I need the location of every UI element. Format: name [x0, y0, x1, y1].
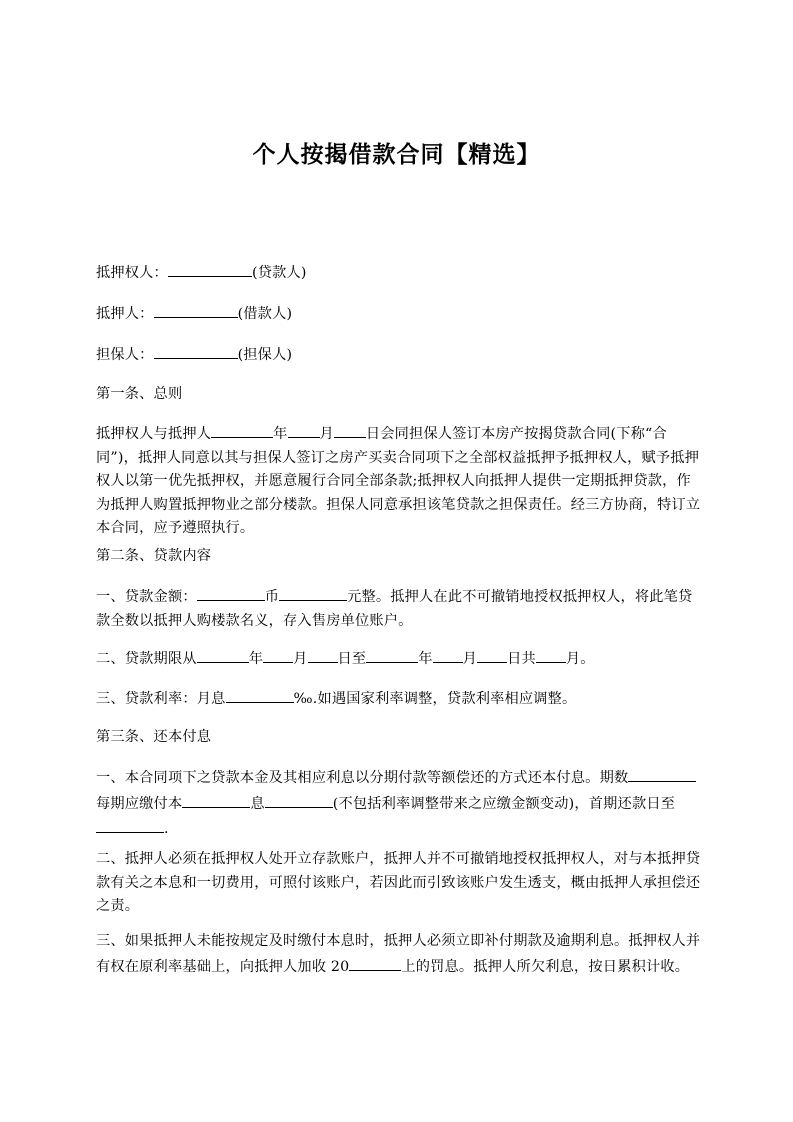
a3-clause-1-text-a: 一、本合同项下之贷款本金及其相应利息以分期付款等额偿还的方式还本付息。期数 — [96, 770, 629, 786]
principal-blank — [182, 791, 250, 808]
article1-text-4: 日会同担保人签订本房产按揭贷款合同(下称“合同”)，抵押人同意以其与担保人签订之房产买卖合同项下之全部权益抵押予抵押权人，赋予抵押权人以第一优先抵押权，并愿意履行合同全部条款;抵押权人向抵押人提供一定期抵押贷款，作为抵押人购置抵押物业之部分楼款。担保人同意承担该笔贷款之担保责任。经三方协商，特订立本合同，应予遵照执行。 — [96, 426, 701, 536]
clause-2-text-c: 月 — [293, 651, 308, 667]
mortgagor-label: 抵押人： — [96, 306, 154, 322]
installments-blank — [628, 765, 696, 782]
start-year-blank — [197, 646, 249, 663]
amount-blank — [279, 584, 347, 601]
a3-clause-3-text-b: 上的罚息。抵押人所欠利息，按日累积计收。 — [401, 958, 690, 975]
first-payment-date-blank — [96, 816, 164, 833]
end-month-blank — [433, 646, 463, 663]
mortgagee-label: 抵押权人： — [96, 265, 168, 281]
mortgagee-line — [96, 260, 702, 286]
article2-clause-2 — [96, 646, 702, 672]
clause-2-text-h: 月。 — [565, 651, 595, 667]
clause-2-text-a: 二、贷款期限从 — [96, 651, 197, 667]
interest-rate-blank — [226, 686, 294, 703]
clause-1-text-c: 元整。抵押人在此不可撤销地授权抵押权人，将此笔贷款全数以抵押人购楼款名义，存入售房单位账户。 — [96, 589, 693, 629]
article1-text-1: 抵押权人与抵押人 — [96, 426, 212, 442]
guarantor-role: (担保人) — [237, 347, 293, 363]
article2-heading: 第二条、贷款内容 — [96, 548, 212, 564]
article3-heading: 第三条、还本付息 — [96, 729, 212, 745]
end-year-blank — [366, 646, 418, 663]
clause-2-text-g: 日共 — [507, 651, 536, 667]
clause-1-text-b: 币 — [264, 589, 280, 605]
mortgagor-blank — [154, 301, 238, 318]
mortgagee-role: (贷款人) — [251, 265, 307, 281]
article3-clause-2: 二、抵押人必须在抵押权人处开立存款账户，抵押人并不可撤销地授权抵押权人，对与本抵押贷款有关之本息和一切费用，可照付该账户，若因此而引致该账户发生透支，概由抵押人承担偿还之责。 — [96, 851, 701, 914]
clause-3-text-b: ‰.如遇国家利率调整，贷款利率相应调整。 — [293, 691, 577, 707]
clause-3-text-a: 三、贷款利率：月息 — [96, 691, 226, 707]
guarantor-label: 担保人： — [96, 347, 154, 363]
a3-clause-1-text-e: . — [164, 821, 169, 837]
article2-clause-1 — [96, 584, 702, 633]
total-months-blank — [536, 646, 566, 663]
a3-clause-1-text-c: 息 — [250, 795, 265, 812]
article1-text-2: 年 — [273, 426, 288, 442]
clause-2-text-f: 月 — [462, 651, 478, 667]
clause-2-text-b: 年 — [248, 651, 264, 667]
a3-clause-1-text-d: (不包括利率调整带来之应缴金额变动)，首期还款日至 — [332, 795, 676, 812]
currency-blank — [197, 584, 265, 601]
article1-text-3: 月 — [319, 426, 334, 442]
a3-clause-3-text-a: 三、如果抵押人未能按规定及时缴付本息时，抵押人必须立即补付期款及逾期利息。抵押权人并有权在原利率基础上，向抵押人加收 20 — [96, 933, 701, 975]
article2-clause-3 — [96, 686, 702, 712]
clause-2-text-d: 日至 — [337, 651, 367, 667]
a3-clause-1-text-b: 每期应缴付本 — [96, 795, 183, 812]
article1-blank-party — [211, 421, 273, 438]
mortgagee-blank — [168, 260, 252, 277]
clause-1-text-a: 一、贷款金额： — [96, 589, 197, 605]
mortgagor-line — [96, 301, 702, 327]
end-day-blank — [477, 646, 507, 663]
guarantor-line — [96, 342, 702, 368]
article1-body — [96, 421, 702, 541]
document-title: 个人按揭借款合同【精选】 — [252, 142, 541, 168]
article1-blank-month — [288, 421, 320, 438]
start-month-blank — [263, 646, 293, 663]
article3-clause-1 — [96, 765, 702, 842]
article1-blank-day — [334, 421, 366, 438]
interest-blank — [265, 791, 333, 808]
clause-2-text-e: 年 — [418, 651, 433, 667]
start-day-blank — [308, 646, 338, 663]
mortgagor-role: (借款人) — [237, 306, 293, 322]
penalty-blank — [349, 954, 401, 971]
guarantor-blank — [154, 342, 238, 359]
article1-heading: 第一条、总则 — [96, 386, 183, 402]
article3-clause-3 — [96, 930, 702, 979]
